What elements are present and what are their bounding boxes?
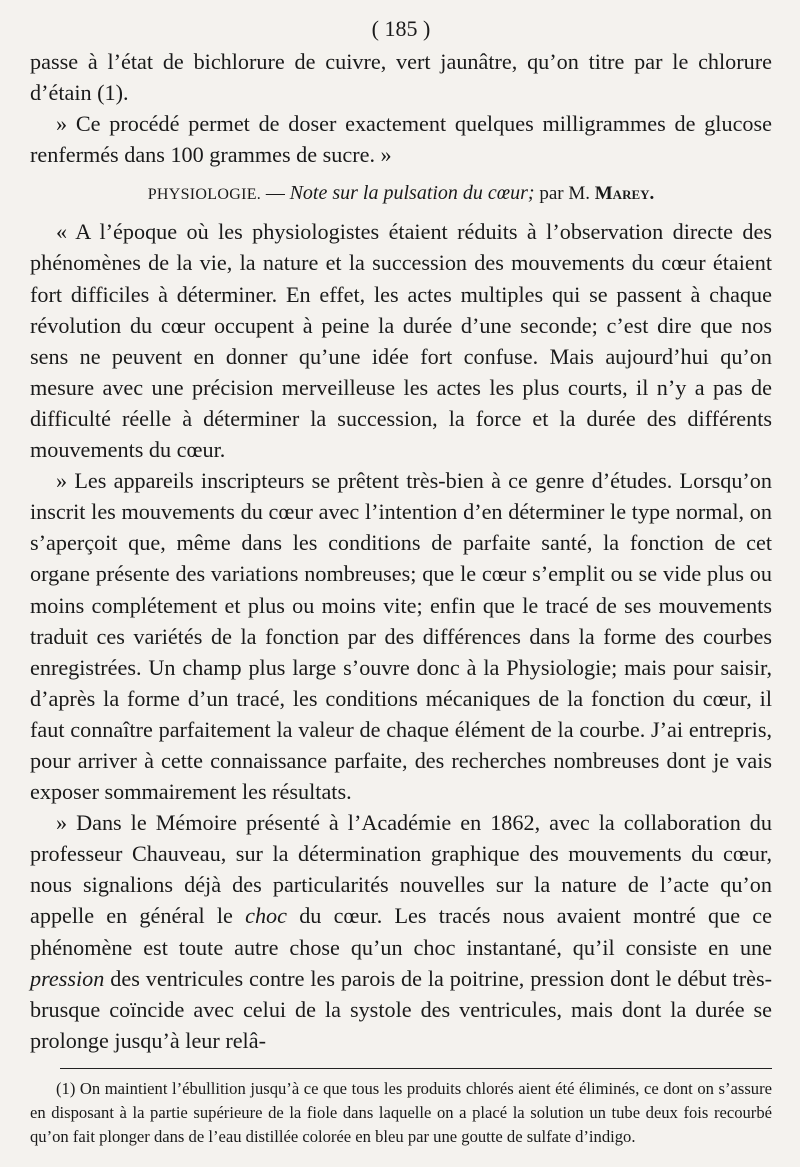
paragraph-2: » Ce procédé permet de doser exactement quelques milligrammes de glucose renfermés dans 100 grammes de sucre. »: [30, 111, 772, 168]
page-content: [30, 14, 772, 1149]
footnote: (1) On maintient l’ébullition jusqu’à ce que tous les produits chlorés aient été éliminés, ce dont on s’assure en disposant à la partie supérieure de la fiole dans laquelle on a placé la solution un tube deux fois recourbé qu’on fait plonger dans de l’eau distillée colorée en bleu par une goutte de sulfate d’indigo.: [30, 1078, 772, 1146]
paragraph-5-part-e: des ventricules contre les parois de la poitrine, pression dont le début très-brusque coïncide avec celui de la systole des ventricules, mais dont la durée se prolonge jusqu’à leur relâ-: [30, 965, 772, 1053]
paragraph-5-part-c: du cœur. Les tracés nous avaient montré que ce phénomène est toute autre chose qu’un choc instantané, qu’il consiste en une: [30, 903, 772, 960]
heading-by: par M.: [534, 183, 595, 205]
emphasis-choc: choc: [245, 903, 287, 929]
paragraph-1: passe à l’état de bichlorure de cuivre, vert jaunâtre, qu’on titre par le chlorure d’étain (1).: [30, 49, 772, 106]
paragraph-3: « A l’époque où les physiologistes étaient réduits à l’observation directe des phénomènes de la vie, la nature et la succession des mouvements du cœur étaient fort difficiles à déterminer. En effet, les actes multiples qui se passent à chaque révolution du cœur occupent à peine la durée d’une seconde; c’est dire que nos sens ne peuvent en donner qu’une idée fort confuse. Mais aujourd’hui qu’on mesure avec une précision merveilleuse les actes les plus courts, il n’y a pas de difficulté réelle à déterminer la succession, la force et la durée des différents mouvements du cœur.: [30, 219, 772, 463]
paragraph-5-part-a: » Dans le Mémoire présenté à l’Académie en 1862, avec la collaboration du professeur Chauveau, sur la détermination graphique des mouvements du cœur, nous signalions déjà des particularités nouvelles sur la nature de l’acte qu’on appelle en général le: [30, 810, 772, 929]
article-title: Note sur la pulsation du cœur;: [289, 182, 535, 205]
page-number: ( 185 ): [371, 16, 431, 41]
paragraph-4: » Les appareils inscripteurs se prêtent très-bien à ce genre d’études. Lorsqu’on inscrit les mouvements du cœur avec l’intention d’en déterminer le type normal, on s’aperçoit que, même dans les conditions de parfaite santé, la fonction de cet organe présente des variations nombreuses; que le cœur s’emplit ou se vide plus ou moins complétement et plus ou moins vite; enfin que le tracé de ses mouvements traduit ces variétés de la fonction par des différences dans la forme des courbes enregistrées. Un champ plus large s’ouvre donc à la Physiologie; mais pour saisir, d’après la forme d’un tracé, les conditions mécaniques de la fonction du cœur, il faut connaître parfaitement la valeur de chaque élément de la courbe. J’ai entrepris, pour arriver à cette connaissance parfaite, des recherches nombreuses dont je vais exposer sommairement les résultats.: [30, 468, 772, 805]
emphasis-pression: pression: [30, 965, 105, 991]
author-name: Marey.: [594, 183, 655, 205]
heading-dash: —: [261, 183, 290, 205]
section-label: PHYSIOLOGIE.: [147, 186, 262, 204]
footnote-rule: [60, 1068, 772, 1069]
paragraph-5: [30, 807, 772, 1056]
section-heading: [30, 178, 772, 210]
